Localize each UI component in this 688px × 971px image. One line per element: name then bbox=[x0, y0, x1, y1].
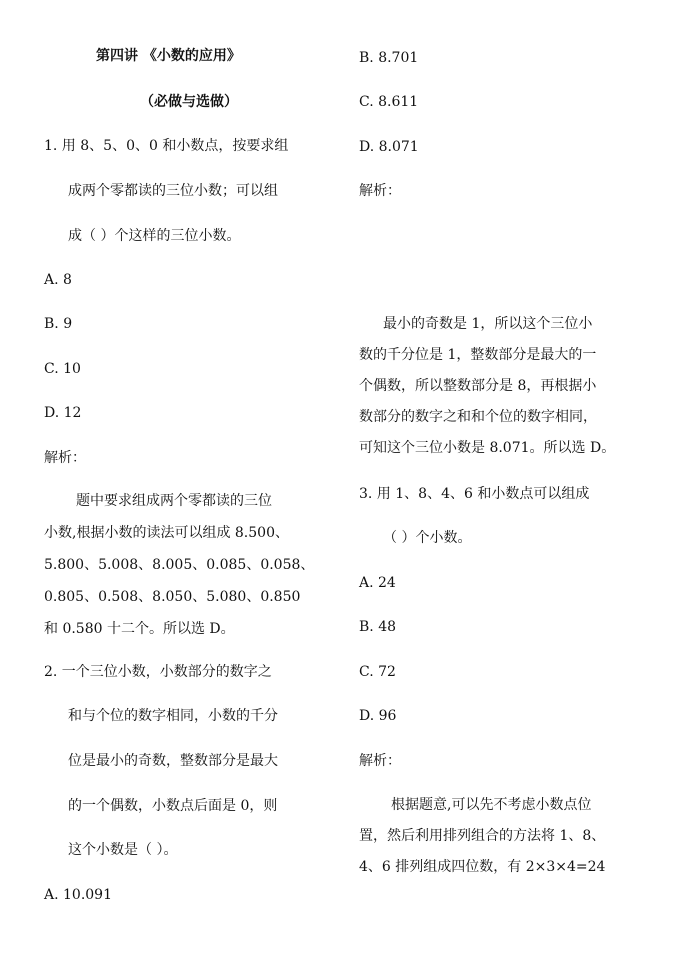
q2-analysis-line-1: 最小的奇数是 1，所以这个三位小 bbox=[383, 316, 593, 332]
q2-option-b: B. 8.701 bbox=[359, 50, 419, 66]
q1-option-b: B. 9 bbox=[44, 316, 73, 332]
q1-line-2: 成两个零都读的三位小数；可以组 bbox=[68, 183, 278, 199]
q1-option-c: C. 10 bbox=[44, 361, 81, 377]
q2-analysis-line-5: 可知这个三位小数是 8.071。所以选 D。 bbox=[359, 440, 616, 456]
q1-analysis-line-3: 5.800、5.008、8.005、0.085、0.058、 bbox=[44, 557, 315, 573]
q2-line-1: 2. 一个三位小数，小数部分的数字之 bbox=[44, 664, 272, 680]
q3-option-d: D. 96 bbox=[359, 708, 397, 724]
q1-analysis-line-5: 和 0.580 十二个。所以选 D。 bbox=[44, 621, 235, 637]
q3-analysis-label: 解析： bbox=[359, 753, 401, 769]
q3-analysis-line-2: 置，然后利用排列组合的方法将 1、8、 bbox=[359, 828, 606, 844]
q1-option-d: D. 12 bbox=[44, 405, 82, 421]
q2-analysis-line-3: 个偶数，所以整数部分是 8，再根据小 bbox=[359, 378, 597, 394]
q2-option-d: D. 8.071 bbox=[359, 139, 419, 155]
q1-option-a: A. 8 bbox=[44, 272, 72, 288]
q1-line-1: 1. 用 8、5、0、0 和小数点，按要求组 bbox=[44, 138, 289, 154]
q3-line-2: （ ）个小数。 bbox=[383, 530, 472, 546]
lecture-subtitle: （必做与选做） bbox=[140, 94, 238, 110]
q1-analysis-label: 解析： bbox=[44, 450, 86, 466]
q3-option-b: B. 48 bbox=[359, 619, 397, 635]
q2-analysis-line-2: 数的千分位是 1，整数部分是最大的一 bbox=[359, 347, 597, 363]
q3-option-a: A. 24 bbox=[359, 575, 396, 591]
q2-analysis-label: 解析： bbox=[359, 183, 401, 199]
q2-line-3: 位是最小的奇数，整数部分是最大 bbox=[68, 753, 278, 769]
q2-line-2: 和与个位的数字相同，小数的千分 bbox=[68, 708, 278, 724]
q1-analysis-line-4: 0.805、0.508、8.050、5.080、0.850 bbox=[44, 589, 301, 605]
q3-line-1: 3. 用 1、8、4、6 和小数点可以组成 bbox=[359, 486, 590, 502]
q1-analysis-line-2: 小数,根据小数的读法可以组成 8.500、 bbox=[44, 525, 289, 541]
q3-analysis-line-3: 4、6 排列组成四位数，有 2×3×4=24 bbox=[359, 859, 606, 875]
lecture-title: 第四讲 《小数的应用》 bbox=[96, 48, 241, 64]
q3-option-c: C. 72 bbox=[359, 664, 396, 680]
q2-line-5: 这个小数是（ ）。 bbox=[68, 842, 178, 858]
q2-option-a: A. 10.091 bbox=[44, 887, 112, 903]
q3-analysis-line-1: 根据题意,可以先不考虑小数点位 bbox=[391, 797, 592, 813]
q2-analysis-line-4: 数部分的数字之和和个位的数字相同， bbox=[359, 409, 597, 425]
q2-option-c: C. 8.611 bbox=[359, 94, 419, 110]
q1-analysis-line-1: 题中要求组成两个零都读的三位 bbox=[76, 493, 272, 509]
q2-line-4: 的一个偶数，小数点后面是 0，则 bbox=[68, 798, 278, 814]
q1-line-3: 成（ ）个这样的三位小数。 bbox=[68, 228, 241, 244]
